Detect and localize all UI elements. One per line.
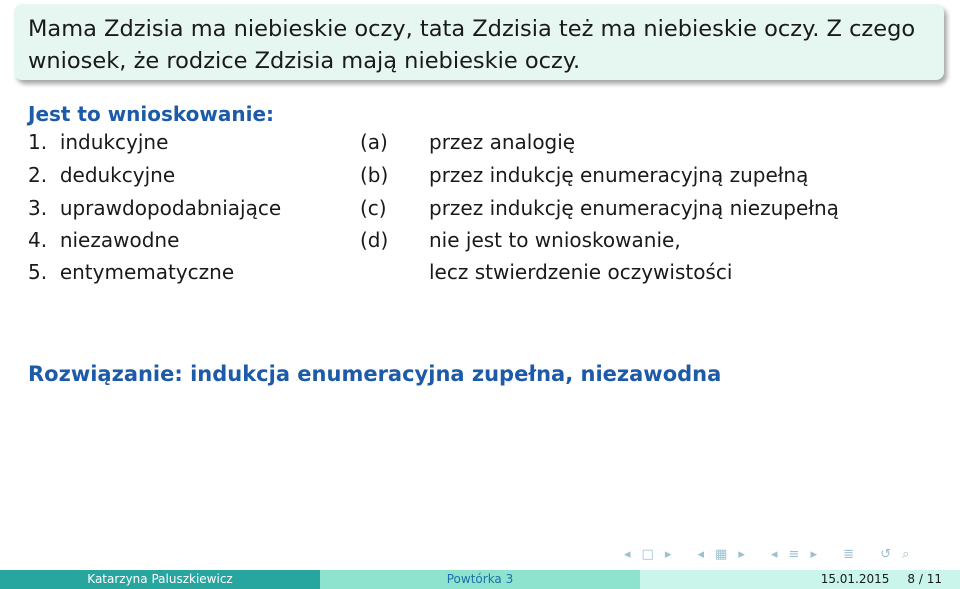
nav-subsection-back-icon[interactable]: ◂ xyxy=(697,547,706,562)
footer-author: Katarzyna Paluszkiewicz xyxy=(0,570,320,589)
options-heading: Jest to wnioskowanie: xyxy=(28,102,275,126)
nav-section-group[interactable] xyxy=(771,547,828,562)
solution-text: Rozwiązanie: indukcja enumeracyjna zupełna, niezawodna xyxy=(28,362,722,386)
option-4: 4. niezawodne xyxy=(28,228,180,252)
footer-title: Powtórka 3 xyxy=(320,570,640,589)
option-a-letter: (a) xyxy=(360,130,388,154)
option-b-letter: (b) xyxy=(360,163,389,187)
nav-section-icon[interactable]: ≡ xyxy=(788,547,801,562)
option-d-continuation: lecz stwierdzenie oczywistości xyxy=(429,260,733,284)
option-b-text: przez indukcję enumeracyjną zupełną xyxy=(429,163,809,187)
nav-frame-group[interactable] xyxy=(624,547,682,562)
option-c-text: przez indukcję enumeracyjną niezupełną xyxy=(429,196,839,220)
nav-section-forward-icon[interactable]: ▸ xyxy=(810,547,818,562)
nav-align-icon[interactable]: ≣ xyxy=(843,547,856,562)
nav-presentation-group[interactable] xyxy=(843,547,865,562)
footer-info xyxy=(640,570,960,589)
nav-frame-back-icon[interactable]: ◂ xyxy=(624,547,632,562)
nav-frame-forward-icon[interactable]: ▸ xyxy=(664,547,673,562)
question-line-1: Mama Zdzisia ma niebieskie oczy, tata Zdzisia też ma niebieskie oczy. Z czego xyxy=(28,16,916,42)
option-2: 2. dedukcyjne xyxy=(28,163,176,187)
option-c-letter: (c) xyxy=(360,196,387,220)
nav-tools-group[interactable] xyxy=(880,547,920,562)
option-3: 3. uprawdopodabniające xyxy=(28,196,282,220)
footer-page-number: 8 / 11 xyxy=(907,572,942,586)
nav-search-icon[interactable]: ⌕ xyxy=(902,547,911,562)
nav-subsection-icon[interactable]: ▦ xyxy=(715,547,729,562)
footer-date: 15.01.2015 xyxy=(820,572,890,586)
option-1: 1. indukcyjne xyxy=(28,130,169,154)
nav-section-back-icon[interactable]: ◂ xyxy=(771,547,779,562)
option-d-text: nie jest to wnioskowanie, xyxy=(429,228,681,252)
option-d-letter: (d) xyxy=(360,228,389,252)
question-box xyxy=(14,4,944,80)
beamer-navigation xyxy=(624,547,960,563)
option-5: 5. entymematyczne xyxy=(28,260,235,284)
nav-frame-icon[interactable]: □ xyxy=(641,547,655,562)
nav-back-icon[interactable]: ↺ xyxy=(880,547,893,562)
nav-subsection-group[interactable] xyxy=(698,547,756,562)
footer-bar xyxy=(0,570,960,589)
nav-subsection-forward-icon[interactable]: ▸ xyxy=(738,547,746,562)
question-line-2: wniosek, że rodzice Zdzisia mają niebieskie oczy. xyxy=(28,48,581,74)
option-a-text: przez analogię xyxy=(429,130,576,154)
